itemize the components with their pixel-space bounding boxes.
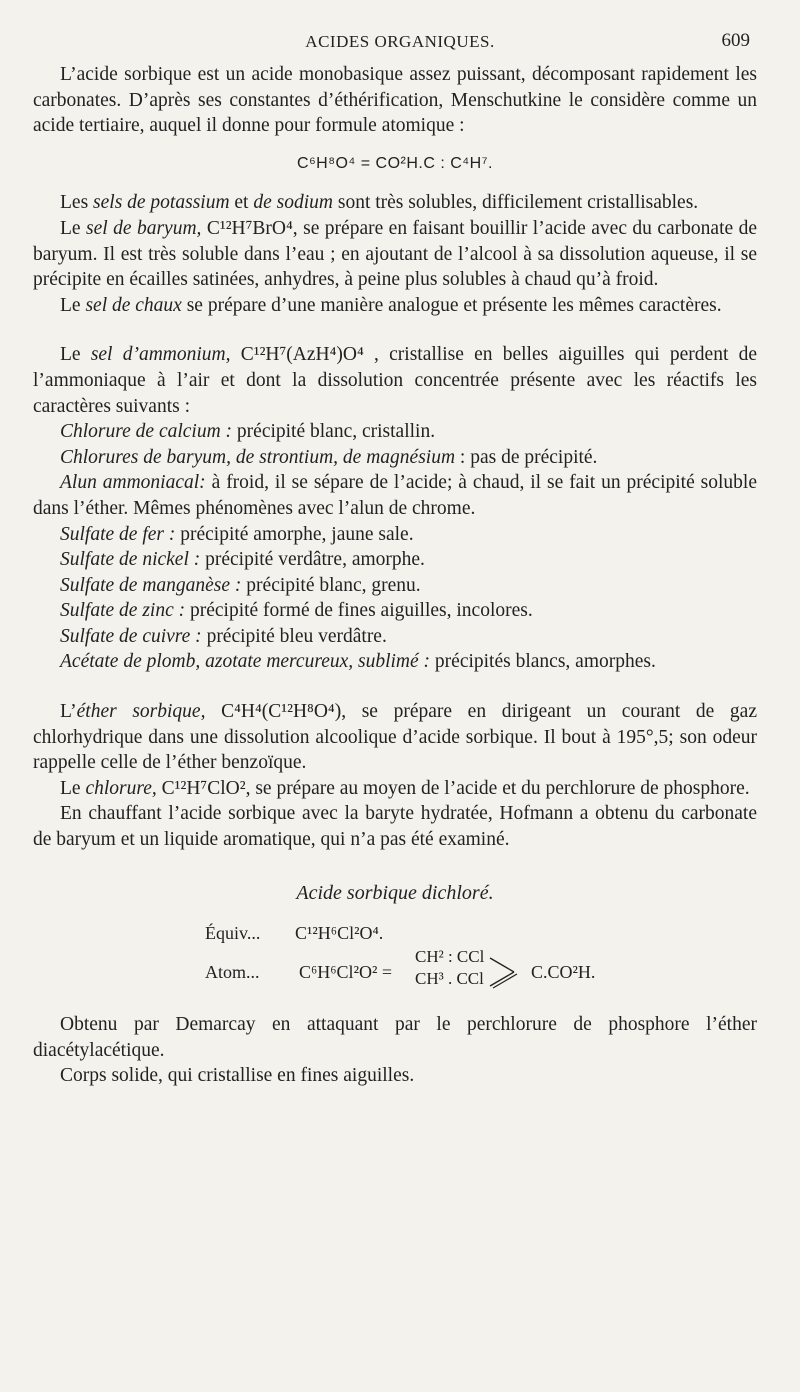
reagent-line: Sulfate de cuivre : précipité bleu verdâtre. bbox=[60, 625, 387, 647]
paragraph-demarcay: Obtenu par Demarcay en attaquant par le perchlorure de phosphore l’éther diacétylacétique. bbox=[33, 1014, 757, 1061]
bond-connector-icon bbox=[488, 952, 518, 992]
paragraph-hofmann: En chauffant l’acide sorbique avec la baryte hydratée, Hofmann a obtenu du carbonate de baryum et un liquide aromatique, qui n’a pas été examiné. bbox=[33, 803, 757, 851]
reagent-line: Acétate de plomb, azotate mercureux, sublimé : précipités blancs, amorphes. bbox=[60, 651, 656, 673]
reagent-line: Chlorures de baryum, de strontium, de magnésium : pas de précipité. bbox=[60, 446, 598, 468]
paragraph-barium-salt: Le sel de baryum, C¹²H⁷BrO⁴, se prépare en faisant bouillir l’acide avec du carbonate de baryum. Il est très soluble dans l’eau ; en ajoutant de l’alcool à sa dissolution aqueuse, il se précipite en écailles satinées, anhydres, à peine plus solubles à chaud qu’à froid. bbox=[33, 217, 757, 291]
paragraph-potassium-sodium: Les sels de potassium et de sodium sont très solubles, difficilement cristallisables. bbox=[60, 192, 699, 214]
paragraph-lime-salt: Le sel de chaux se prépare d’une manière analogue et présente les mêmes caractères. bbox=[60, 294, 722, 316]
atom-structure-bottom: CH³ . CCl bbox=[415, 969, 484, 989]
formula-atomic: C⁶H⁸O⁴ = CO²H.C : C⁴H⁷. bbox=[297, 154, 493, 172]
reagent-line: Sulfate de fer : précipité amorphe, jaune sale. bbox=[60, 523, 414, 545]
equiv-formula-line bbox=[205, 920, 757, 946]
page-number: 609 bbox=[721, 30, 750, 51]
paragraph-ammonium-salt: Le sel d’ammonium, C¹²H⁷(AzH⁴)O⁴ , cristallise en belles aiguilles qui perdent de l’ammoniaque à l’air et dont la dissolution concentrée présente avec les réactifs les caractères suivants : bbox=[33, 344, 758, 417]
reagent-line: Sulfate de manganèse : précipité blanc, grenu. bbox=[60, 574, 421, 596]
paragraph-solid-body: Corps solide, qui cristallise en fines aiguilles. bbox=[60, 1065, 415, 1087]
equiv-label: Équiv... bbox=[205, 923, 261, 944]
atom-formula-line bbox=[205, 946, 757, 1002]
reagent-line: Alun ammoniacal: à froid, il se sépare de l’acide; à chaud, il se fait un précipité soluble dans l’éther. Mêmes phénomènes avec l’alun de chrome. bbox=[33, 472, 758, 519]
atom-formula-rhs: C.CO²H. bbox=[531, 962, 596, 983]
paragraph-chloride: Le chlorure, C¹²H⁷ClO², se prépare au moyen de l’acide et du perchlorure de phosphore. bbox=[60, 777, 750, 799]
equiv-formula: C¹²H⁶Cl²O⁴. bbox=[295, 923, 384, 944]
page-header bbox=[0, 30, 800, 54]
atom-label: Atom... bbox=[205, 962, 260, 983]
reagent-line: Sulfate de nickel : précipité verdâtre, amorphe. bbox=[60, 549, 425, 571]
paragraph-sorbic-acid: L’acide sorbique est un acide monobasique assez puissant, décomposant rapidement les carbonates. D’après ses constantes d’éthérification, Menschutkine le considère comme un acide tertiaire, auquel il donne pour formule atomique : bbox=[33, 64, 757, 137]
running-head: ACIDES ORGANIQUES. bbox=[305, 32, 495, 51]
atom-formula-structure bbox=[415, 946, 484, 990]
page-body bbox=[33, 62, 757, 1089]
atom-structure-top: CH² : CCl bbox=[415, 947, 485, 967]
reagent-line: Chlorure de calcium : précipité blanc, cristallin. bbox=[60, 421, 436, 443]
paragraph-sorbic-ether: L’éther sorbique, C⁴H⁴(C¹²H⁸O⁴), se prépare en dirigeant un courant de gaz chlorhydrique dans une dissolution alcoolique d’acide sorbique. Il bout à 195°,5; son odeur rappelle celle de l’éther benzoïque. bbox=[33, 701, 757, 774]
reagent-line: Sulfate de zinc : précipité formé de fines aiguilles, incolores. bbox=[60, 600, 533, 622]
atom-formula-lhs: C⁶H⁶Cl²O² = bbox=[299, 962, 393, 983]
section-title: Acide sorbique dichloré. bbox=[296, 881, 494, 904]
